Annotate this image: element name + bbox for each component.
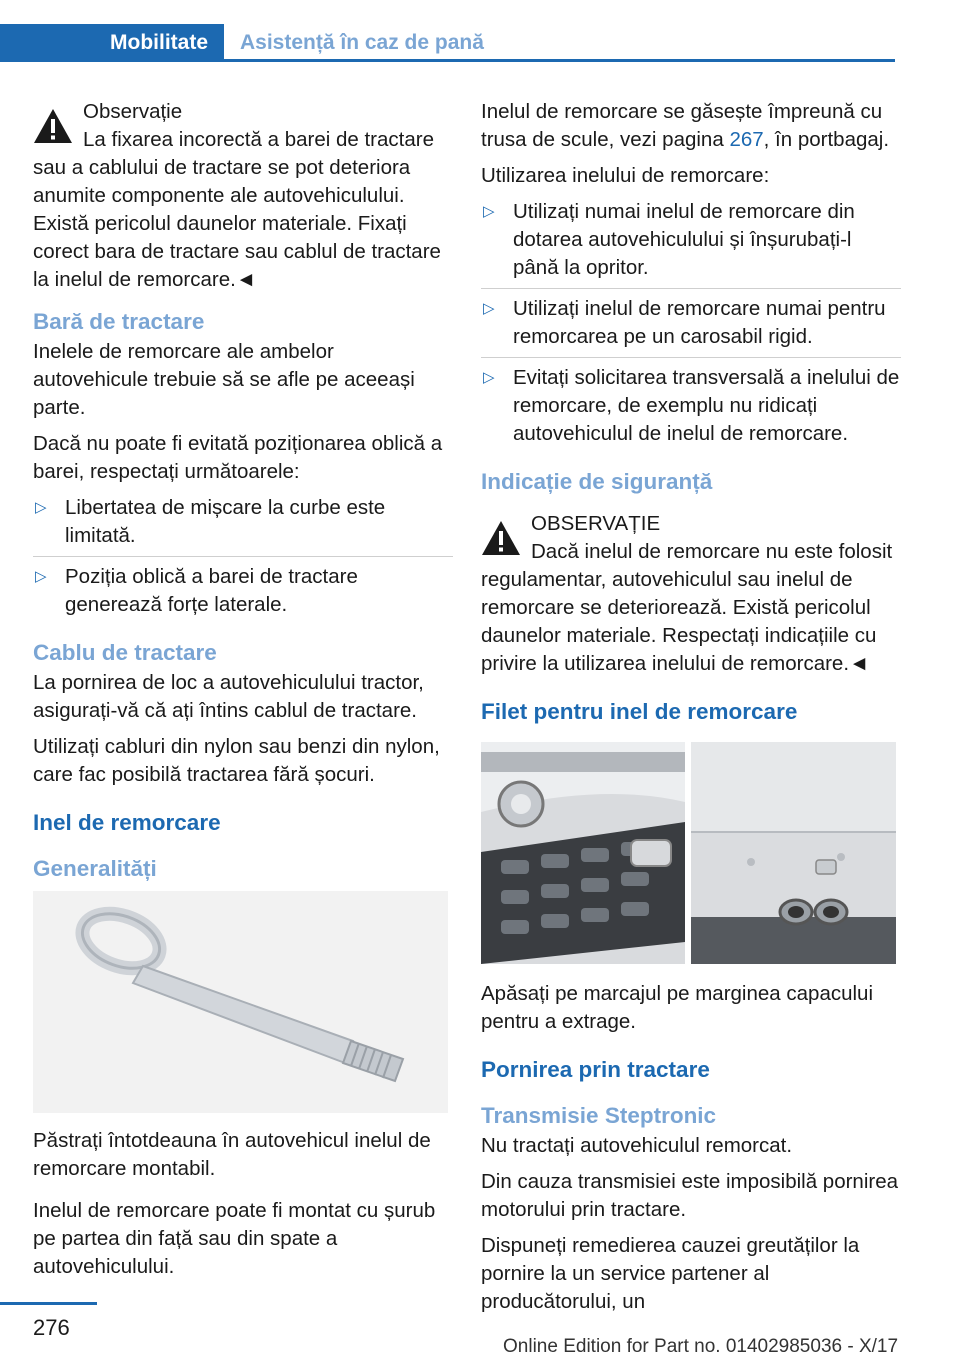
tab-asistenta[interactable]: Asistență în caz de pană — [240, 30, 484, 54]
bara-list — [33, 494, 453, 625]
left-column — [33, 98, 453, 1289]
heading-cablu: Cablu de tractare — [33, 640, 217, 665]
bara-p1: Inelele de remorcare ale ambelor autovehicule trebuie să se afle pe aceeași parte. — [33, 340, 415, 419]
page-link[interactable]: 267 — [729, 128, 764, 151]
list-item: ▷ Utilizați inelul de remorcare numai pentru remorcarea pe un carosabil rigid. — [481, 295, 901, 358]
pornire-p3: Dispuneți remedierea cauzei greutăților la pornire la un service partener al producătorului, un — [481, 1234, 860, 1313]
pornire-p2: Din cauza transmisiei este imposibilă pornirea motorului prin tractare. — [481, 1170, 899, 1221]
triangle-bullet-icon: ▷ — [483, 203, 495, 220]
warning-line1: La fixarea incorectă a barei de tractare — [83, 128, 434, 151]
triangle-bullet-icon: ▷ — [483, 369, 495, 386]
warning-title: Observație — [83, 100, 183, 123]
tow-hook-image — [33, 891, 448, 1113]
filet-p1: Apăsați pe marcajul pe marginea capacului pentru a extrage. — [481, 982, 874, 1033]
cablu-p2: Utilizați cabluri din nylon sau benzi din nylon, care fac posibilă tractarea fără șocuri. — [33, 735, 440, 786]
heading-siguranta: Indicație de siguranță — [481, 469, 713, 494]
warning-box — [481, 510, 901, 678]
warning-box — [33, 98, 453, 294]
triangle-bullet-icon: ▷ — [35, 499, 47, 516]
usage-list — [481, 198, 901, 454]
triangle-bullet-icon: ▷ — [35, 568, 47, 585]
right-column — [481, 98, 901, 1324]
heading-generalitati: Generalități — [33, 856, 157, 881]
bumper-images — [481, 742, 896, 964]
warning-text: regulamentar, autovehiculul sau inelul de remorcare se deteriorează. Există pericolul daunelor materiale. Respectați indicațiile cu privire la utilizarea inelului de remorcare.◄ — [481, 568, 877, 675]
warning-title: OBSERVAȚIE — [531, 512, 661, 535]
heading-steptronic: Transmisie Steptronic — [481, 1103, 717, 1128]
right-p1: Inelul de remorcare se găsește împreună cu trusa de scule, vezi pagina 267, în portbagaj. — [481, 100, 890, 151]
list-item: ▷ Evitați solicitarea transversală a inelului de remorcare, de exemplu nu ridicați autovehiculul de inelul de remorcare. — [483, 366, 900, 445]
warning-text: sau a cablului de tractare se pot deteriora anumite componente ale autovehiculului. Există pericolul daunelor materiale. Fixați corect bara de tractare sau cablul de tractare la inelul de remorcare.◄ — [33, 156, 441, 291]
right-p2: Utilizarea inelului de remorcare: — [481, 164, 770, 187]
list-item: ▷ Utilizați numai inelul de remorcare din dotarea autovehiculului și înșurubați-l până la opritor. — [481, 198, 901, 289]
rear-bumper-image — [691, 742, 896, 964]
tab-mobilitate[interactable]: Mobilitate — [0, 24, 224, 61]
page-number-rule — [0, 1302, 97, 1305]
warning-triangle-icon — [33, 108, 73, 144]
edition-footer: Online Edition for Part no. 01402985036 - X/17 — [503, 1336, 899, 1357]
inel-p1: Păstrați întotdeauna în autovehicul inelul de remorcare montabil. — [33, 1129, 431, 1180]
triangle-bullet-icon: ▷ — [483, 300, 495, 317]
page-number: 276 — [33, 1315, 70, 1340]
bara-p2: Dacă nu poate fi evitată poziționarea oblică a barei, respectați următoarele: — [33, 432, 443, 483]
heading-pornire: Pornirea prin tractare — [481, 1057, 710, 1082]
cablu-p1: La pornirea de loc a autovehiculului tractor, asigurați-vă că ați întins cablul de tractare. — [33, 671, 424, 722]
heading-inel: Inel de remorcare — [33, 810, 221, 835]
front-bumper-image — [481, 742, 685, 964]
warning-triangle-icon — [481, 520, 521, 556]
list-item: ▷ Poziția oblică a barei de tractare generează forțe laterale. — [35, 565, 358, 616]
warning-line1: Dacă inelul de remorcare nu este folosit — [531, 540, 893, 563]
list-item: ▷ Libertatea de mișcare la curbe este limitată. — [33, 494, 453, 557]
heading-filet: Filet pentru inel de remorcare — [481, 699, 798, 724]
header-rule — [0, 59, 895, 62]
heading-bara: Bară de tractare — [33, 309, 205, 334]
inel-p2: Inelul de remorcare poate fi montat cu șurub pe partea din față sau din spate a autovehiculului. — [33, 1199, 436, 1278]
pornire-p1: Nu tractați autovehiculul remorcat. — [481, 1134, 793, 1157]
